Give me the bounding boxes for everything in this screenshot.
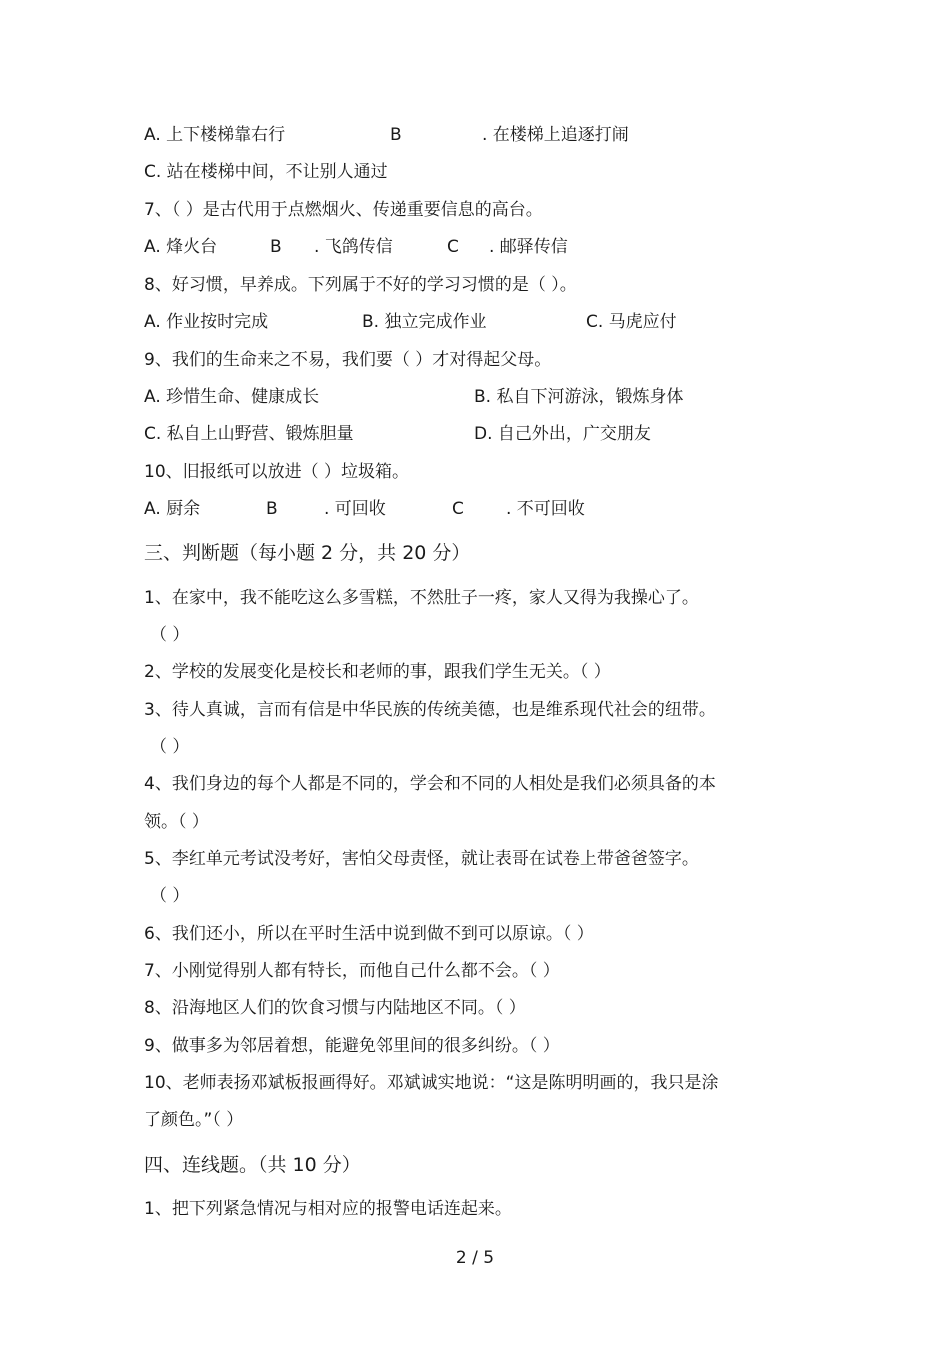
judge-item-3-blank: （ ） xyxy=(150,737,190,757)
judge-item-8: 8、沿海地区人们的饮食习惯与内陆地区不同。（ ） xyxy=(144,998,526,1018)
q10-option-c-text: . 不可回收 xyxy=(506,499,585,519)
q9-option-a: A. 珍惜生命、健康成长 xyxy=(144,387,320,407)
q9-option-d: D. 自己外出，广交朋友 xyxy=(474,424,651,444)
judge-item-7: 7、小刚觉得别人都有特长，而他自己什么都不会。（ ） xyxy=(144,961,560,981)
q9-option-b: B. 私自下河游泳，锻炼身体 xyxy=(474,387,684,407)
judge-item-9: 9、做事多为邻居着想，能避免邻里间的很多纠纷。（ ） xyxy=(144,1036,560,1056)
judge-item-4: 4、我们身边的每个人都是不同的，学会和不同的人相处是我们必须具备的本 xyxy=(144,774,716,794)
judge-item-3: 3、待人真诚，言而有信是中华民族的传统美德，也是维系现代社会的纽带。 xyxy=(144,700,716,720)
match-question-1: 1、把下列紧急情况与相对应的报警电话连起来。 xyxy=(144,1199,512,1219)
q6-option-b-letter: B xyxy=(390,125,402,145)
q8-option-a: A. 作业按时完成 xyxy=(144,312,269,332)
q7-option-c-text: . 邮驿传信 xyxy=(489,237,568,257)
q8-question: 8、好习惯，早养成。下列属于不好的学习习惯的是（ ）。 xyxy=(144,275,577,295)
q8-option-c: C. 马虎应付 xyxy=(586,312,677,332)
q6-option-c: C. 站在楼梯中间，不让别人通过 xyxy=(144,162,388,182)
judge-item-5: 5、李红单元考试没考好，害怕父母责怪，就让表哥在试卷上带爸爸签字。 xyxy=(144,849,699,869)
q10-option-b-letter: B xyxy=(266,499,278,519)
judge-item-1: 1、在家中，我不能吃这么多雪糕，不然肚子一疼，家人又得为我操心了。 xyxy=(144,588,699,608)
q7-option-b-letter: B xyxy=(270,237,282,257)
q7-option-a: A. 烽火台 xyxy=(144,237,218,257)
q7-option-b-text: . 飞鸽传信 xyxy=(314,237,393,257)
q6-option-b-text: . 在楼梯上追逐打闹 xyxy=(482,125,629,145)
q10-question: 10、旧报纸可以放进（ ）垃圾箱。 xyxy=(144,462,410,482)
q9-option-c: C. 私自上山野营、锻炼胆量 xyxy=(144,424,354,444)
page-number: 2 / 5 xyxy=(455,1248,495,1268)
q7-question: 7、（ ）是古代用于点燃烟火、传递重要信息的高台。 xyxy=(144,200,543,220)
judge-item-1-blank: （ ） xyxy=(150,625,190,645)
judge-item-10: 10、老师表扬邓斌板报画得好。邓斌诚实地说：“这是陈明明画的，我只是涂 xyxy=(144,1073,719,1093)
judge-item-4-cont: 领。（ ） xyxy=(144,812,209,832)
q10-option-b-text: . 可回收 xyxy=(324,499,386,519)
q6-option-a: A. 上下楼梯靠右行 xyxy=(144,125,286,145)
q10-option-c-letter: C xyxy=(452,499,464,519)
q10-option-a: A. 厨余 xyxy=(144,499,201,519)
judge-item-6: 6、我们还小，所以在平时生活中说到做不到可以原谅。（ ） xyxy=(144,924,594,944)
judge-item-2: 2、学校的发展变化是校长和老师的事，跟我们学生无关。（ ） xyxy=(144,662,611,682)
q9-question: 9、我们的生命来之不易，我们要（ ）才对得起父母。 xyxy=(144,350,552,370)
judge-item-5-blank: （ ） xyxy=(150,886,190,906)
q7-option-c-letter: C xyxy=(447,237,459,257)
q8-option-b: B. 独立完成作业 xyxy=(362,312,487,332)
section-3-title: 三、判断题（每小题 2 分，共 20 分） xyxy=(144,542,471,564)
judge-item-10-cont: 了颜色。”（ ） xyxy=(144,1110,244,1130)
section-4-title: 四、连线题。（共 10 分） xyxy=(144,1154,361,1176)
